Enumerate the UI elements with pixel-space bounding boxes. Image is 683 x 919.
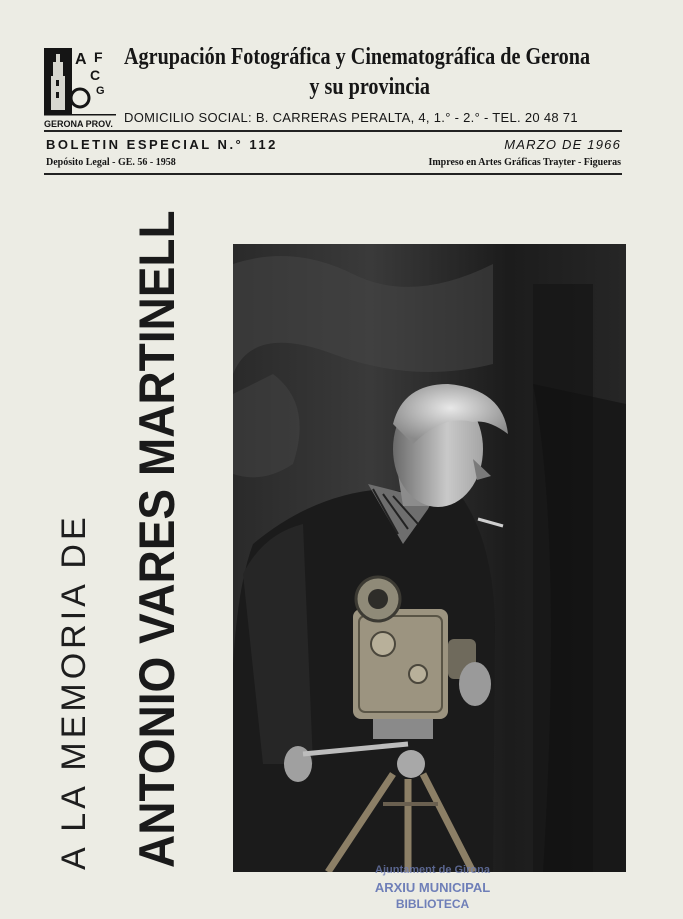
association-title: Agrupación Fotográfica y Cinematográfica de Gerona bbox=[124, 44, 591, 70]
logo-letter-a: A bbox=[75, 51, 87, 68]
header-rule-top bbox=[44, 130, 622, 132]
logo-letter-f: F bbox=[94, 49, 103, 65]
logo-letter-g: G bbox=[96, 85, 105, 97]
issue-date: MARZO DE 1966 bbox=[504, 137, 621, 152]
logo-ring-icon bbox=[71, 89, 89, 107]
address-line: DOMICILIO SOCIAL: B. CARRERAS PERALTA, 4, 1.° - 2.° - TEL. 20 48 71 bbox=[124, 110, 578, 125]
stamp-line-3: BIBLIOTECA bbox=[395, 897, 470, 911]
logo-letter-c: C bbox=[90, 67, 101, 83]
printer-credit: Impreso en Artes Gráficas Trayter - Figueras bbox=[428, 157, 621, 168]
legal-deposit: Depósito Legal - GE. 56 - 1958 bbox=[46, 157, 176, 168]
archive-stamp bbox=[340, 864, 525, 919]
honoree-name bbox=[128, 153, 186, 868]
memorial-heading: A LA MEMORIA DE bbox=[55, 513, 93, 870]
stamp-line-2: ARXIU MUNICIPAL bbox=[374, 880, 491, 895]
stamp-line-1: Ajuntament de Girona bbox=[375, 864, 490, 876]
association-subtitle: y su provincia bbox=[309, 74, 431, 100]
logo-caption: GERONA PROV. bbox=[44, 119, 113, 129]
honoree-name-text: ANTONIO VARES MARTINELL bbox=[129, 210, 185, 868]
agrupacion-logo bbox=[44, 48, 116, 130]
bulletin-number: BOLETIN ESPECIAL N.° 112 bbox=[46, 137, 278, 152]
portrait-photo bbox=[233, 244, 626, 872]
